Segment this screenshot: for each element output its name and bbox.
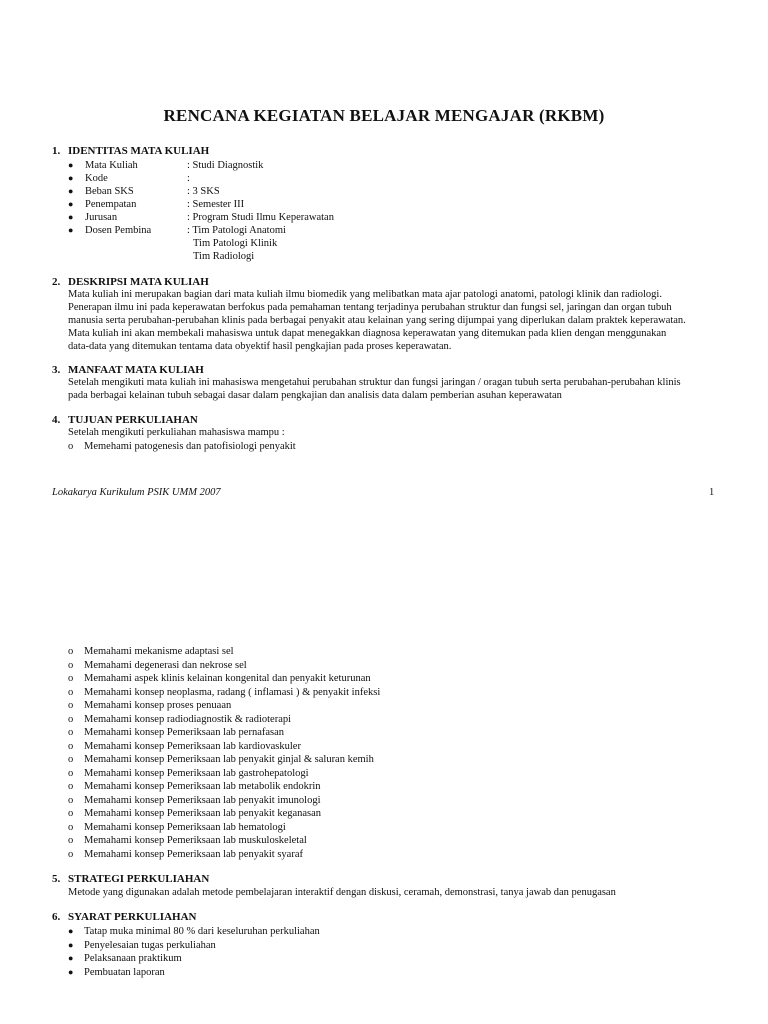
identity-key: Beban SKS: [85, 186, 134, 197]
objective-text: Memahami mekanisme adaptasi sel: [84, 646, 234, 657]
description-line: data-data yang ditemukan tentama data obyektif hasil pengkajian pada proses keperawatan.: [68, 341, 452, 352]
objective-item: [68, 780, 320, 794]
objective-text: Memahami konsep Pemeriksaan lab pernafasan: [84, 727, 285, 738]
circle-bullet-icon: o: [68, 646, 74, 657]
section-title: STRATEGI PERKULIAHAN: [68, 873, 210, 885]
section-title: MANFAAT MATA KULIAH: [68, 364, 204, 376]
section-2-heading: [52, 276, 209, 288]
objective-text: Memahami konsep radiodiagnostik & radioterapi: [84, 713, 292, 725]
circle-bullet-icon: o: [68, 848, 74, 860]
section-5-heading: [52, 873, 209, 885]
identity-key: Penempatan: [85, 199, 137, 210]
objective-item: [68, 699, 231, 713]
objective-item: [68, 807, 321, 821]
bullet-icon: ●: [68, 160, 74, 170]
objective-text: Memahami degenerasi dan nekrose sel: [84, 659, 247, 671]
objective-text: Memahami konsep Pemeriksaan lab hematologi: [84, 821, 286, 833]
document-title: RENCANA KEGIATAN BELAJAR MENGAJAR (RKBM): [163, 106, 605, 125]
identity-row-penempatan: [68, 198, 245, 211]
circle-bullet-icon: o: [68, 781, 74, 792]
section-number: 4.: [52, 414, 61, 426]
objective-text: Memehami patogenesis dan patofisiologi penyakit: [84, 441, 296, 452]
circle-bullet-icon: o: [68, 808, 74, 819]
page-footer-left: Lokakarya Kurikulum PSIK UMM 2007: [52, 487, 221, 498]
identity-key: Kode: [85, 173, 108, 184]
section-number: 5.: [52, 873, 61, 885]
objective-item: [68, 794, 321, 808]
requirement-item: [68, 952, 182, 966]
identity-value: : Studi Diagnostik: [187, 160, 264, 171]
benefit-line: pada berbagai kelainan tubuh sebagai dasar dalam pengkajian dan analisis data dalam pemberian asuhan keperawatan: [68, 390, 562, 401]
circle-bullet-icon: o: [68, 767, 74, 779]
identity-key: Mata Kuliah: [85, 160, 138, 171]
description-line: Penerapan ilmu ini pada keperawatan berfokus pada pemahaman tentang terjadinya perubahan struktur dan fungsi sel, jaringan dan organ tubuh: [68, 302, 672, 313]
objective-item: [68, 659, 247, 673]
section-3-heading: [52, 364, 204, 376]
requirement-text: Tatap muka minimal 80 % dari keseluruhan perkuliahan: [84, 926, 320, 937]
identity-row-mata-kuliah: [68, 159, 264, 172]
objective-item: [68, 767, 309, 781]
dosen-extra-line: Tim Radiologi: [193, 251, 255, 262]
identity-value: :: [187, 173, 190, 184]
identity-row-kode: [68, 172, 190, 185]
description-line: Mata kuliah ini merupakan bagian dari mata kuliah ilmu biomedik yang melibatkan mata ajar patologi anatomi, patologi klinik dan radiologi.: [68, 289, 662, 300]
section-number: 1.: [52, 145, 61, 157]
bullet-icon: ●: [68, 186, 74, 196]
identity-value: : Tim Patologi Anatomi: [187, 225, 286, 236]
section-number: 6.: [52, 911, 61, 923]
requirement-text: Penyelesaian tugas perkuliahan: [84, 939, 216, 951]
page-number: 1: [709, 487, 715, 498]
objective-text: Memahami konsep Pemeriksaan lab metabolik endokrin: [84, 781, 321, 792]
bullet-icon: ●: [68, 199, 74, 209]
identity-key: Jurusan: [85, 212, 118, 223]
objective-text: Memahami konsep Pemeriksaan lab penyakit ginjal & saluran kemih: [84, 754, 374, 765]
objective-item: [68, 821, 286, 835]
section-1-heading: [52, 145, 209, 157]
requirement-item: [68, 925, 320, 939]
bullet-icon: ●: [68, 225, 74, 235]
requirement-item: [68, 939, 216, 953]
circle-bullet-icon: o: [68, 659, 74, 671]
identity-value: : 3 SKS: [187, 186, 220, 197]
section-title: DESKRIPSI MATA KULIAH: [68, 276, 209, 288]
circle-bullet-icon: o: [68, 673, 74, 684]
section-title: SYARAT PERKULIAHAN: [68, 911, 197, 923]
objective-text: Memahami konsep Pemeriksaan lab gastrohepatologi: [84, 767, 309, 779]
objective-text: Memahami aspek klinis kelainan kongenital dan penyakit keturunan: [84, 673, 371, 684]
objective-item: [68, 834, 307, 848]
objective-text: Memahami konsep Pemeriksaan lab penyakit keganasan: [84, 808, 322, 819]
circle-bullet-icon: o: [68, 727, 74, 738]
identity-value: : Semester III: [187, 199, 245, 210]
bullet-icon: ●: [68, 966, 74, 977]
objective-intro: Setelah mengikuti perkuliahan mahasiswa mampu :: [68, 427, 285, 438]
benefit-line: Setelah mengikuti mata kuliah ini mahasiswa mengetahui perubahan struktur dan fungsi jaringan / oragan tubuh serta perubahan-perubahan klinis: [68, 377, 681, 388]
circle-bullet-icon: o: [68, 700, 74, 711]
objective-item: [68, 713, 291, 727]
description-line: Mata kuliah ini akan membekali mahasiswa untuk dapat menegakkan diagnosa keperawatan yang ditemukan pada klien dengan menggunakan: [68, 328, 667, 339]
bullet-icon: ●: [68, 939, 74, 950]
objective-text: Memahami konsep Pemeriksaan lab muskuloskeletal: [84, 835, 307, 846]
objective-item: [68, 672, 371, 686]
bullet-icon: ●: [68, 173, 74, 183]
objective-item: [68, 753, 374, 767]
objective-item: [68, 686, 380, 700]
circle-bullet-icon: o: [68, 821, 74, 833]
circle-bullet-icon: o: [68, 713, 74, 725]
section-number: 3.: [52, 364, 61, 376]
circle-bullet-icon: o: [68, 835, 74, 846]
identity-row-jurusan: [68, 211, 334, 224]
identity-row-beban-sks: [68, 185, 220, 198]
circle-bullet-icon: o: [68, 754, 74, 765]
section-6-heading: [52, 911, 196, 923]
identity-row-dosen: [68, 224, 286, 237]
identity-value: : Program Studi Ilmu Keperawatan: [187, 212, 334, 223]
identity-key: Dosen Pembina: [85, 225, 152, 236]
requirement-text: Pembuatan laporan: [84, 966, 165, 978]
dosen-extra-line: Tim Patologi Klinik: [193, 238, 278, 249]
requirement-text: Pelaksanaan praktikum: [84, 953, 182, 964]
objective-item: [68, 848, 303, 862]
circle-bullet-icon: o: [68, 441, 74, 452]
bullet-icon: ●: [68, 953, 74, 963]
objective-item: [68, 440, 296, 454]
circle-bullet-icon: o: [68, 794, 74, 806]
objective-text: Memahami konsep Pemeriksaan lab penyakit syaraf: [84, 848, 303, 860]
bullet-icon: ●: [68, 926, 74, 936]
objective-item: [68, 740, 301, 754]
section-title: IDENTITAS MATA KULIAH: [68, 145, 210, 157]
section-4-heading: [52, 414, 198, 426]
objective-text: Memahami konsep proses penuaan: [84, 700, 232, 711]
requirement-item: [68, 966, 165, 980]
section-number: 2.: [52, 276, 61, 288]
objective-text: Memahami konsep neoplasma, radang ( inflamasi ) & penyakit infeksi: [84, 686, 381, 698]
objective-text: Memahami konsep Pemeriksaan lab penyakit imunologi: [84, 794, 321, 806]
description-line: manusia serta perubahan-perubahan klinis pada berbagai penyakit atau kelainan yang sering dijumpai yang diperlukan dalam praktek keperawatan.: [68, 315, 686, 326]
bullet-icon: ●: [68, 212, 74, 222]
section-title: TUJUAN PERKULIAHAN: [68, 414, 198, 426]
circle-bullet-icon: o: [68, 740, 74, 752]
objective-text: Memahami konsep Pemeriksaan lab kardiovaskuler: [84, 740, 301, 752]
strategy-line: Metode yang digunakan adalah metode pembelajaran interaktif dengan diskusi, ceramah, demonstrasi, tanya jawab dan penugasan: [68, 887, 616, 898]
objective-item: [68, 726, 284, 740]
objective-item: [68, 645, 234, 659]
circle-bullet-icon: o: [68, 686, 74, 698]
